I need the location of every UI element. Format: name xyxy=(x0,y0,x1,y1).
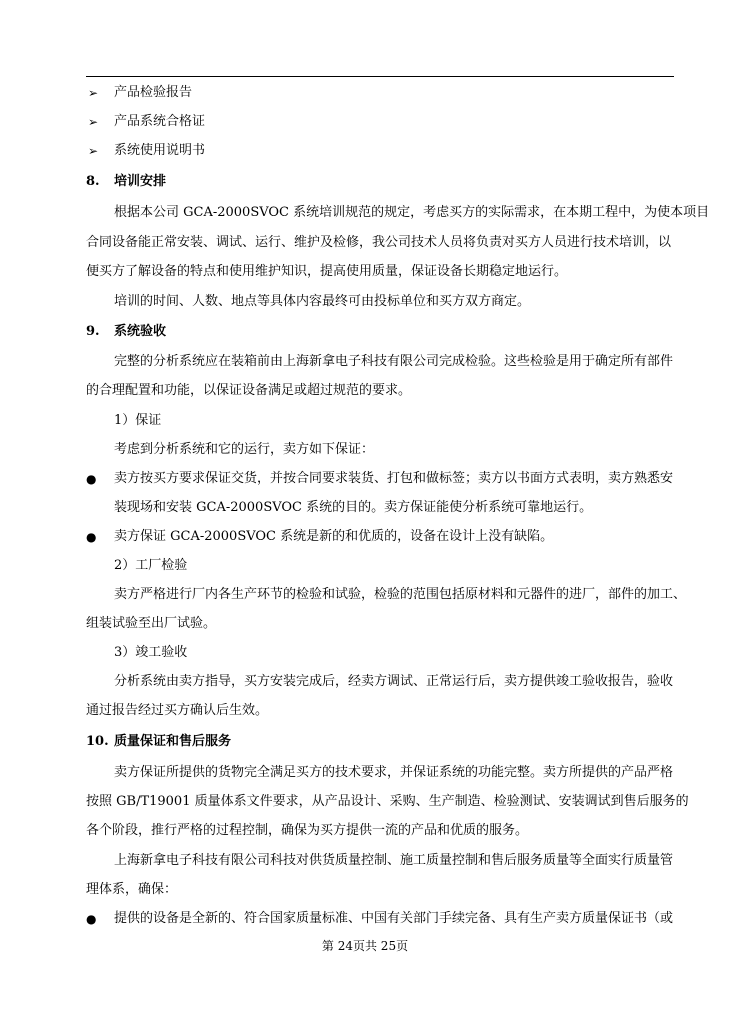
subheading: 3）竣工验收 xyxy=(114,645,188,660)
list-item: 系统使用说明书 xyxy=(114,143,206,158)
header-rule xyxy=(86,76,674,77)
bullet-icon: ● xyxy=(86,530,97,544)
bullet-line: 装现场和安装 GCA-2000SVOC 系统的目的。卖方保证能使分析系统可靠地运行。 xyxy=(114,500,593,515)
bullet-line: 卖方按买方要求保证交货，并按合同要求装货、打包和做标签；卖方以书面方式表明，卖方熟悉安 xyxy=(114,471,674,486)
bullet-icon: ● xyxy=(86,472,97,486)
subheading: 1）保证 xyxy=(114,413,162,428)
arrow-bullet-icon: ➢ xyxy=(88,144,99,158)
paragraph-line: 分析系统由卖方指导，买方安装完成后，经卖方调试、正常运行后，卖方提供竣工验收报告，验收 xyxy=(114,674,674,689)
paragraph-line: 培训的时间、人数、地点等具体内容最终可由投标单位和买方双方商定。 xyxy=(114,294,531,309)
paragraph-line: 合同设备能正常安装、调试、运行、维护及检修，我公司技术人员将负责对买方人员进行技术培训，以 xyxy=(86,235,672,250)
section-heading: 质量保证和售后服务 xyxy=(114,734,232,749)
paragraph-line: 按照 GB/T19001 质量体系文件要求，从产品设计、采购、生产制造、检验测试、安装调试到售后服务的 xyxy=(86,794,689,809)
paragraph-line: 卖方严格进行厂内各生产环节的检验和试验，检验的范围包括原材料和元器件的进厂，部件的加工、 xyxy=(114,587,687,602)
paragraph-line: 上海新拿电子科技有限公司科技对供货质量控制、施工质量控制和售后服务质量等全面实行质量管 xyxy=(114,853,674,868)
section-number: 10. xyxy=(86,734,109,749)
arrow-bullet-icon: ➢ xyxy=(88,86,99,100)
subheading: 2）工厂检验 xyxy=(114,558,188,573)
paragraph-line: 的合理配置和功能，以保证设备满足或超过规范的要求。 xyxy=(86,383,412,398)
bullet-line: 提供的设备是全新的、符合国家质量标准、中国有关部门手续完备、具有生产卖方质量保证书（或 xyxy=(114,911,674,926)
page-footer: 第 24页共 25页 xyxy=(321,939,409,953)
paragraph-line: 完整的分析系统应在装箱前由上海新拿电子科技有限公司完成检验。这些检验是用于确定所有部件 xyxy=(114,354,674,369)
paragraph-line: 便买方了解设备的特点和使用维护知识，提高使用质量，保证设备长期稳定地运行。 xyxy=(86,264,568,279)
list-item: 产品系统合格证 xyxy=(114,114,206,129)
paragraph-line: 通过报告经过买方确认后生效。 xyxy=(86,703,269,718)
paragraph-line: 根据本公司 GCA-2000SVOC 系统培训规范的规定，考虑买方的实际需求，在本期工程中，为使本项目 xyxy=(114,205,710,220)
paragraph-line: 理体系，确保： xyxy=(86,882,178,897)
section-number: 9. xyxy=(86,324,100,339)
section-heading: 系统验收 xyxy=(114,324,167,339)
bullet-line: 卖方保证 GCA-2000SVOC 系统是新的和优质的，设备在设计上没有缺陷。 xyxy=(114,529,554,544)
paragraph-line: 考虑到分析系统和它的运行，卖方如下保证： xyxy=(114,442,375,457)
paragraph-line: 卖方保证所提供的货物完全满足买方的技术要求，并保证系统的功能完整。卖方所提供的产品严格 xyxy=(114,765,674,780)
section-heading: 培训安排 xyxy=(114,174,167,189)
paragraph-line: 各个阶段，推行严格的过程控制，确保为买方提供一流的产品和优质的服务。 xyxy=(86,823,529,838)
paragraph-line: 组装试验至出厂试验。 xyxy=(86,616,217,631)
arrow-bullet-icon: ➢ xyxy=(88,115,99,129)
list-item: 产品检验报告 xyxy=(114,85,193,100)
section-number: 8. xyxy=(86,174,100,189)
bullet-icon: ● xyxy=(86,912,97,926)
